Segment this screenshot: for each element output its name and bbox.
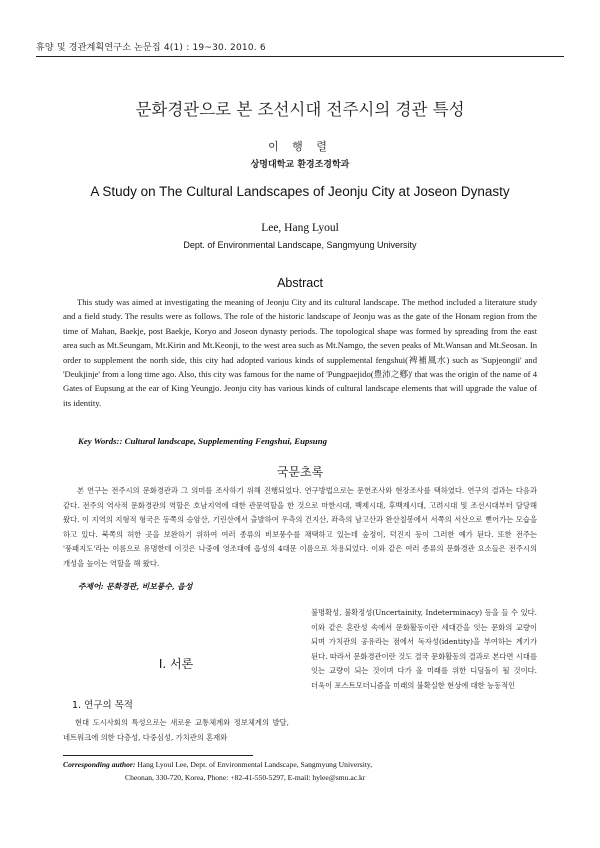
header-rule [36,56,564,57]
journal-header: 휴양 및 경관계획연구소 논문집 4(1) : 19~30. 2010. 6 [36,43,266,53]
footnote-rule [63,755,253,756]
author-korean: 이 행 렬 [268,140,332,153]
subsection-heading-purpose: 1. 연구의 목적 [72,700,133,711]
footnote-text-1: Hang Lyoul Lee, Dept. of Environmental Landscape, Sangmyung University, [135,760,373,769]
footnote-line-1 [63,760,372,769]
author-english: Lee, Hang Lyoul [261,222,339,234]
footnote-line-2: Cheonan, 330-720, Korea, Phone: +82-41-550-5297, E-mail: hylee@smu.ac.kr [125,773,366,782]
intro-text-left-column: 현대 도시사회의 특성으로는 새로운 교통체계와 정보체계의 발달, 네트워크에 의한 다층성, 다중심성, 가치관의 혼재와 [63,718,289,742]
affiliation-english: Dept. of Environmental Landscape, Sangmyung University [183,240,417,250]
section-heading-introduction: Ⅰ. 서론 [158,657,194,671]
affiliation-korean: 상명대학교 환경조경학과 [250,160,350,170]
intro-text-right-column: 불명확성, 불확정성(Uncertainity, Indeterminacy) 등을 들 수 있다. 이와 같은 혼란성 속에서 문화활동이란 세대간을 잇는 문화의 교량이 되며 가치관의 공유라는 점에서 독자성(identity)을 부여하는 계기가 된다. 따라서 문화경관이란 것도 결국 문화활동의 결과로 본다면 시대를 잇는 교량이 되는 것이며 다가 올 미래를 위한 디딤돌이 될 것이다. 더욱이 포스트모더니즘을 미래의 불확실한 현상에 대한 능동적인 [311,608,537,690]
korean-keywords: 주제어: 문화경관, 비보풍수, 읍성 [78,582,193,591]
title-english: A Study on The Cultural Landscapes of Jeonju City at Joseon Dynasty [90,184,510,199]
abstract-keywords: Key Words:: Cultural landscape, Supplementing Fengshui, Eupsung [78,436,327,446]
abstract-body: This study was aimed at investigating the meaning of Jeonju City and its cultural landscape. The method included a literature study and a field study. The results were as follows. The role of the historic landscape of Jeonju was as the gate of the Honam region from the time of Mahan, Baekje, post Baekje, Koryo and Joseon dynasty periods. The topological shape was formed by spreading from the east area such as Mt.Seungam, Mt.Kirin and Mt.Keonji, to the west area such as Mt.Namgo, the seven peaks of Mt.Wansan and Mt.Seosan. In order to supplement the north side, this city had adopted various kinds of supplemental fengshui(裨補風水) such as 'Supjeongii' and 'Deukjinje' from a long time ago. Also, this city was famous for the name of 'Pungpaejido(豊沛之鄕)' that was the origin of the name of 4 Gates of Eupsung at the ear of King Yeungjo. Jeonju city has various kinds of cultural landscape elements that will upgrade the value of its identity. [63,297,537,408]
korean-abstract-body: 본 연구는 전주시의 문화경관과 그 의미를 조사하기 위해 진행되었다. 연구방법으로는 문헌조사와 현장조사를 택하였다. 연구의 결과는 다음과 같다. 전주의 역사적 문화경관의 역할은 호남지역에 대한 관문역할을 한 것으로 마한시대, 백제시대, 후백제시대, 고려시대 및 조선시대부터 담당해 왔다. 이 지역의 지형적 형국은 동쪽의 승암산, 기린산에서 출발하여 우측의 건지산, 좌측의 남고산과 완산칠봉에서 서쪽의 서산으로 뻗어가는 모습을 하고 있다. 북쪽의 허한 곳을 보완하기 위하여 여러 종류의 비보풍수를 채택하고 있는데 숲정이, 덕진지 등이 그러한 예가 된다. 또한 전주는 '풍패지도'라는 이름으로 유명한데 이것은 나중에 영조대에 읍성의 4대문 이름으로 차용되었다. 이와 같은 여러 종류의 문화경관 요소들은 전주시의 개성을 높이는 역할을 해 왔다. [63,486,537,568]
abstract-heading: Abstract [277,276,323,290]
korean-abstract-heading: 국문초록 [276,465,324,479]
title-korean: 문화경관으로 본 조선시대 전주시의 경관 특성 [135,100,465,119]
footnote-label: Corresponding author: [63,760,136,769]
